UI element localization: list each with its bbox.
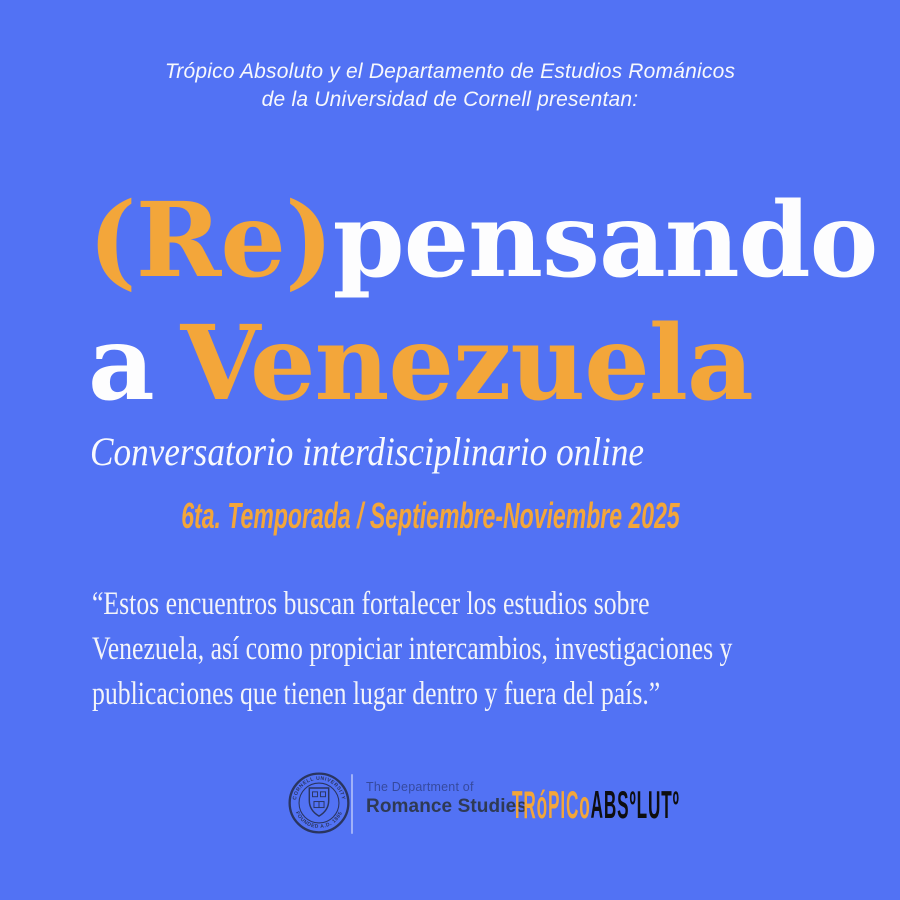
quote-line-1: “Estos encuentros buscan fortalecer los estudios sobre bbox=[92, 586, 650, 622]
season-date-line: 6ta. Temporada / Septiembre-Noviembre 2025 bbox=[180, 495, 680, 536]
title-a: a bbox=[88, 302, 154, 424]
title-pensando: pensando bbox=[332, 180, 878, 301]
tropico-absoluto-logo bbox=[512, 784, 893, 828]
quote-line-3: publicaciones que tienen lugar dentro y fuera del país.” bbox=[92, 676, 661, 712]
tropico-absoluto-wordmark bbox=[512, 784, 680, 828]
logo-divider bbox=[351, 774, 353, 834]
department-of-label: The Department of bbox=[366, 780, 474, 794]
title-line-2 bbox=[88, 303, 877, 426]
presenter-line-2: de la Universidad de Cornell presentan: bbox=[261, 88, 639, 111]
event-subtitle: Conversatorio interdisciplinario online bbox=[90, 429, 645, 474]
title-re: (Re) bbox=[88, 180, 333, 301]
description-quote bbox=[92, 582, 732, 717]
event-title bbox=[88, 180, 877, 425]
absoluto-word: ABSºLUTº bbox=[590, 784, 680, 827]
cornell-university-seal-icon bbox=[288, 772, 350, 834]
season-line-wrap bbox=[0, 495, 860, 537]
title-line-1 bbox=[88, 180, 877, 303]
quote-line-2: Venezuela, así como propiciar intercambios, investigaciones y bbox=[92, 631, 733, 667]
seal-top-text: CORNELL UNIVERSITY bbox=[291, 775, 347, 801]
seal-bottom-text: FOUNDED A.D. 1865 bbox=[293, 810, 345, 831]
romance-studies-logo bbox=[366, 780, 527, 818]
tropico-word: TRóPICo bbox=[512, 784, 591, 827]
romance-studies-label: Romance Studies bbox=[366, 796, 527, 817]
presenter-text bbox=[0, 58, 900, 114]
title-venezuela: Venezuela bbox=[180, 302, 753, 424]
presenter-line-1: Trópico Absoluto y el Departamento de Estudios Románicos bbox=[164, 60, 736, 83]
seal-shield-icon bbox=[309, 788, 328, 816]
